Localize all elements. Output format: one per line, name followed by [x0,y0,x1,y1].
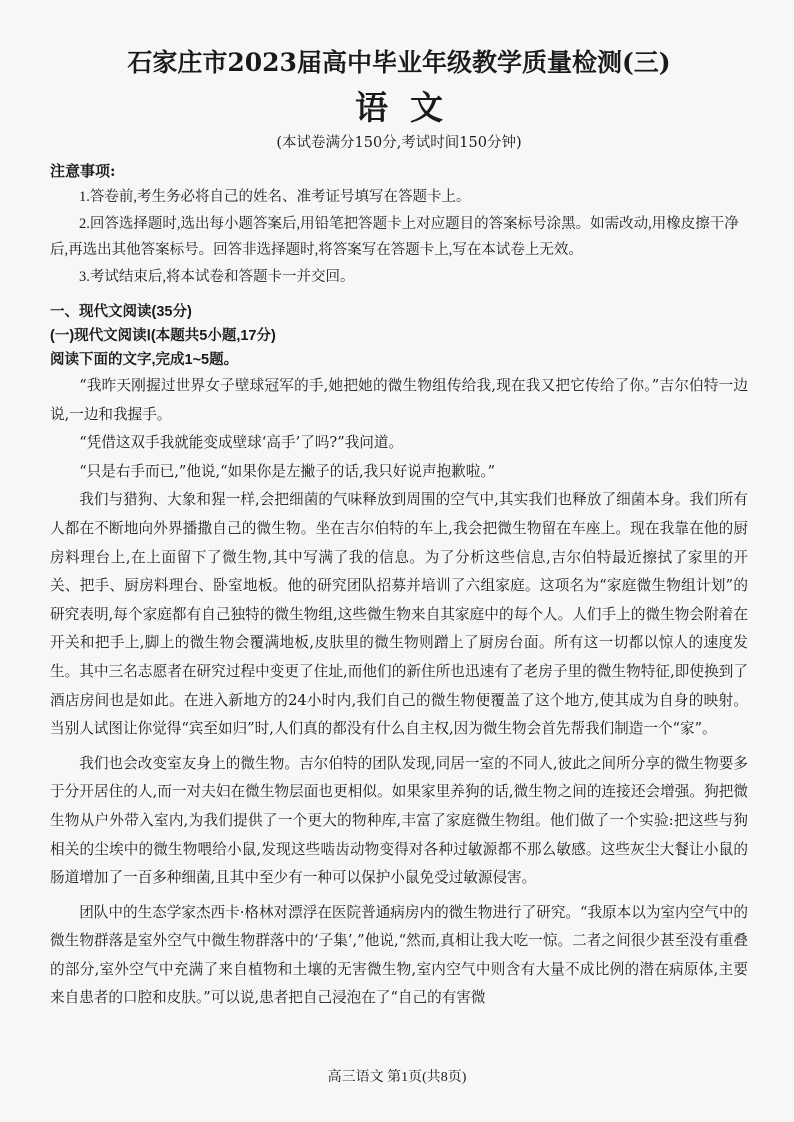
notice-item: 2.回答选择题时,选出每小题答案后,用铅笔把答题卡上对应题目的答案标号涂黑。如需改动,用橡皮擦干净后,再选出其他答案标号。回答非选择题时,将答案写在答题卡上,写在本试卷上无效。 [50,215,739,258]
article-paragraph: “凭借这双手我就能变成壁球‘高手’了吗?”我问道。 [79,434,404,452]
reading-instruction: 阅读下面的文字,完成1~5题。 [50,352,239,368]
score-time-note: (本试卷满分150分,考试时间150分钟) [276,135,522,151]
section-heading: 一、现代文阅读(35分) [50,304,192,320]
article-paragraph: 我们与猎狗、大象和猩一样,会把细菌的气味释放到周围的空气中,其实我们也释放了细菌本身。我们所有人都在不断地向外界播撒自己的微生物。坐在吉尔伯特的车上,我会把微生物留在车座上。现在我靠在他的厨房料理台上,在上面留下了微生物,其中写满了我的信息。为了分析这些信息,吉尔伯特最近擦拭了家里的开关、把手、厨房料理台、卧室地板。他的研究团队招募并培训了六组家庭。这项名为“家庭微生物组计划”的研究表明,每个家庭都有自己独特的微生物组,这些微生物来自其家庭中的每个人。人们手上的微生物会附着在开关和把手上,脚上的微生物会覆满地板,皮肤里的微生物则蹭上了厨房台面。所有这一切都以惊人的速度发生。其中三名志愿者在研究过程中变更了住址,而他们的新住所也迅速有了老房子里的微生物特征,即使换到了酒店房间也是如此。在进入新地方的24小时内,我们自己的微生物便覆盖了这个地方,使其成为自身的映射。当别人试图让你觉得“宾至如归”时,人们真的都没有什么自主权,因为微生物会首先帮我们制造一个“家”。 [50,491,748,738]
article-paragraph: “我昨天刚握过世界女子壁球冠军的手,她把她的微生物组传给我,现在我又把它传给了你。”吉尔伯特一边说,一边和我握手。 [50,377,748,423]
article-paragraph: 我们也会改变室友身上的微生物。吉尔伯特的团队发现,同居一室的不同人,彼此之间所分享的微生物要多于分开居住的人,而一对夫妇在微生物层面也更相似。如果家里养狗的话,微生物之间的连接还会增强。狗把微生物从户外带入室内,为我们提供了一个更大的物种库,丰富了家庭微生物组。他们做了一个实验:把这些与狗相关的尘埃中的微生物喂给小鼠,发现这些啮齿动物变得对各种过敏源都不那么敏感。这些灰尘大餐让小鼠的肠道增加了一百多种细菌,且其中至少有一种可以保护小鼠免受过敏源侵害。 [50,754,748,887]
page-footer: 高三语文 第1页(共8页) [327,1070,467,1085]
subject-title: 语文 [355,88,465,127]
exam-title: 石家庄市2023届高中毕业年级教学质量检测(三) [127,48,671,77]
notice-heading: 注意事项: [50,162,116,180]
notice-item: 3.考试结束后,将本试卷和答题卡一并交回。 [79,268,355,285]
article-paragraph: 团队中的生态学家杰西卡·格林对漂浮在医院普通病房内的微生物进行了研究。“我原本以为室内空气中的微生物群落是室外空气中微生物群落中的‘子集’,”他说,“然而,真相让我大吃一惊。二者之间很少甚至没有重叠的部分,室外空气中充满了来自植物和土壤的无害微生物,室内空气中则含有大量不成比例的潜在病原体,主要来自患者的口腔和皮肤。”可以说,患者把自己浸泡在了“自己的有害微 [50,903,749,1007]
article-paragraph: “只是右手而已,”他说,“如果你是左撇子的话,我只好说声抱歉啦。” [79,462,496,480]
subsection-heading: (一)现代文阅读Ⅰ(本题共5小题,17分) [50,328,276,344]
notice-item: 1.答卷前,考生务必将自己的姓名、准考证号填写在答题卡上。 [79,189,471,205]
